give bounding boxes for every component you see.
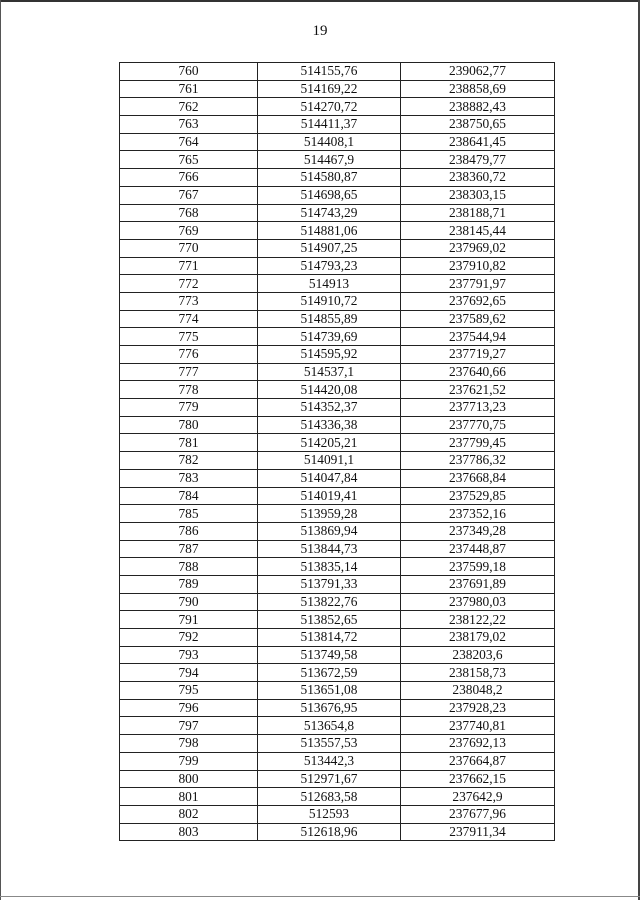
point-number-cell: 789: [120, 575, 258, 593]
y-coordinate-cell: 237692,13: [401, 735, 555, 753]
x-coordinate-cell: 512618,96: [258, 823, 401, 841]
y-coordinate-cell: 237692,65: [401, 292, 555, 310]
y-coordinate-cell: 238858,69: [401, 80, 555, 98]
table-row: [120, 328, 555, 346]
table-row: [120, 222, 555, 240]
table-row: [120, 505, 555, 523]
y-coordinate-cell: 238048,2: [401, 682, 555, 700]
page-border-top: [0, 0, 640, 2]
y-coordinate-cell: 237642,9: [401, 788, 555, 806]
y-coordinate-cell: 237791,97: [401, 275, 555, 293]
point-number-cell: 788: [120, 558, 258, 576]
y-coordinate-cell: 238203,6: [401, 646, 555, 664]
x-coordinate-cell: 513749,58: [258, 646, 401, 664]
x-coordinate-cell: 514595,92: [258, 346, 401, 364]
x-coordinate-cell: 512971,67: [258, 770, 401, 788]
point-number-cell: 787: [120, 540, 258, 558]
point-number-cell: 779: [120, 399, 258, 417]
table-row: [120, 363, 555, 381]
y-coordinate-cell: 238158,73: [401, 664, 555, 682]
point-number-cell: 777: [120, 363, 258, 381]
table-row: [120, 169, 555, 187]
y-coordinate-cell: 237799,45: [401, 434, 555, 452]
x-coordinate-cell: 514336,38: [258, 416, 401, 434]
y-coordinate-cell: 237677,96: [401, 805, 555, 823]
table-row: [120, 646, 555, 664]
table-row: [120, 611, 555, 629]
page-number: 19: [312, 23, 328, 39]
point-number-cell: 773: [120, 292, 258, 310]
point-number-cell: 784: [120, 487, 258, 505]
point-number-cell: 766: [120, 169, 258, 187]
table-row: [120, 770, 555, 788]
table-row: [120, 558, 555, 576]
point-number-cell: 794: [120, 664, 258, 682]
table-row: [120, 575, 555, 593]
point-number-cell: 799: [120, 752, 258, 770]
point-number-cell: 803: [120, 823, 258, 841]
x-coordinate-cell: 514467,9: [258, 151, 401, 169]
y-coordinate-cell: 237980,03: [401, 593, 555, 611]
x-coordinate-cell: 514420,08: [258, 381, 401, 399]
point-number-cell: 760: [120, 63, 258, 81]
table-row: [120, 522, 555, 540]
x-coordinate-cell: 513557,53: [258, 735, 401, 753]
y-coordinate-cell: 237719,27: [401, 346, 555, 364]
y-coordinate-cell: 238360,72: [401, 169, 555, 187]
x-coordinate-cell: 513442,3: [258, 752, 401, 770]
x-coordinate-cell: 513791,33: [258, 575, 401, 593]
y-coordinate-cell: 237664,87: [401, 752, 555, 770]
x-coordinate-cell: 514019,41: [258, 487, 401, 505]
y-coordinate-cell: 238179,02: [401, 629, 555, 647]
y-coordinate-cell: 237352,16: [401, 505, 555, 523]
y-coordinate-cell: 238882,43: [401, 98, 555, 116]
table-row: [120, 699, 555, 717]
y-coordinate-cell: 238750,65: [401, 116, 555, 134]
y-coordinate-cell: 237713,23: [401, 399, 555, 417]
table-row: [120, 805, 555, 823]
point-number-cell: 797: [120, 717, 258, 735]
point-number-cell: 776: [120, 346, 258, 364]
table-row: [120, 752, 555, 770]
x-coordinate-cell: 514793,23: [258, 257, 401, 275]
y-coordinate-cell: 237786,32: [401, 452, 555, 470]
x-coordinate-cell: 514352,37: [258, 399, 401, 417]
table-row: [120, 80, 555, 98]
point-number-cell: 790: [120, 593, 258, 611]
y-coordinate-cell: 237599,18: [401, 558, 555, 576]
y-coordinate-cell: 238145,44: [401, 222, 555, 240]
point-number-cell: 765: [120, 151, 258, 169]
point-number-cell: 782: [120, 452, 258, 470]
table-row: [120, 788, 555, 806]
point-number-cell: 793: [120, 646, 258, 664]
page-border-bottom: [0, 896, 640, 897]
coordinates-table-body: [120, 63, 555, 841]
y-coordinate-cell: 237969,02: [401, 239, 555, 257]
x-coordinate-cell: 514855,89: [258, 310, 401, 328]
point-number-cell: 775: [120, 328, 258, 346]
x-coordinate-cell: 514580,87: [258, 169, 401, 187]
x-coordinate-cell: 514270,72: [258, 98, 401, 116]
x-coordinate-cell: 514743,29: [258, 204, 401, 222]
x-coordinate-cell: 514698,65: [258, 186, 401, 204]
y-coordinate-cell: 238479,77: [401, 151, 555, 169]
table-row: [120, 735, 555, 753]
y-coordinate-cell: 237910,82: [401, 257, 555, 275]
y-coordinate-cell: 238641,45: [401, 133, 555, 151]
point-number-cell: 761: [120, 80, 258, 98]
point-number-cell: 768: [120, 204, 258, 222]
point-number-cell: 762: [120, 98, 258, 116]
point-number-cell: 802: [120, 805, 258, 823]
x-coordinate-cell: 514408,1: [258, 133, 401, 151]
table-row: [120, 629, 555, 647]
x-coordinate-cell: 513676,95: [258, 699, 401, 717]
page-border-left: [0, 0, 1, 900]
coordinates-table: [119, 62, 555, 841]
table-row: [120, 133, 555, 151]
x-coordinate-cell: 514047,84: [258, 469, 401, 487]
table-row: [120, 664, 555, 682]
x-coordinate-cell: 514739,69: [258, 328, 401, 346]
table-row: [120, 823, 555, 841]
point-number-cell: 786: [120, 522, 258, 540]
y-coordinate-cell: 237668,84: [401, 469, 555, 487]
table-row: [120, 151, 555, 169]
point-number-cell: 778: [120, 381, 258, 399]
point-number-cell: 795: [120, 682, 258, 700]
table-row: [120, 346, 555, 364]
table-row: [120, 469, 555, 487]
y-coordinate-cell: 237691,89: [401, 575, 555, 593]
point-number-cell: 781: [120, 434, 258, 452]
table-row: [120, 593, 555, 611]
y-coordinate-cell: 237621,52: [401, 381, 555, 399]
x-coordinate-cell: 514910,72: [258, 292, 401, 310]
table-row: [120, 717, 555, 735]
table-row: [120, 452, 555, 470]
point-number-cell: 796: [120, 699, 258, 717]
table-row: [120, 540, 555, 558]
x-coordinate-cell: 513844,73: [258, 540, 401, 558]
x-coordinate-cell: 513869,94: [258, 522, 401, 540]
y-coordinate-cell: 238122,22: [401, 611, 555, 629]
x-coordinate-cell: 513814,72: [258, 629, 401, 647]
table-row: [120, 63, 555, 81]
table-row: [120, 116, 555, 134]
point-number-cell: 767: [120, 186, 258, 204]
x-coordinate-cell: 513822,76: [258, 593, 401, 611]
table-row: [120, 434, 555, 452]
y-coordinate-cell: 237740,81: [401, 717, 555, 735]
table-row: [120, 275, 555, 293]
y-coordinate-cell: 237544,94: [401, 328, 555, 346]
point-number-cell: 800: [120, 770, 258, 788]
table-row: [120, 487, 555, 505]
x-coordinate-cell: 514169,22: [258, 80, 401, 98]
table-row: [120, 204, 555, 222]
x-coordinate-cell: 513852,65: [258, 611, 401, 629]
point-number-cell: 792: [120, 629, 258, 647]
y-coordinate-cell: 238303,15: [401, 186, 555, 204]
table-row: [120, 292, 555, 310]
table-row: [120, 682, 555, 700]
point-number-cell: 770: [120, 239, 258, 257]
point-number-cell: 763: [120, 116, 258, 134]
point-number-cell: 801: [120, 788, 258, 806]
y-coordinate-cell: 237529,85: [401, 487, 555, 505]
point-number-cell: 764: [120, 133, 258, 151]
y-coordinate-cell: 237770,75: [401, 416, 555, 434]
table-row: [120, 416, 555, 434]
table-row: [120, 98, 555, 116]
x-coordinate-cell: 513835,14: [258, 558, 401, 576]
x-coordinate-cell: 512593: [258, 805, 401, 823]
point-number-cell: 785: [120, 505, 258, 523]
x-coordinate-cell: 513651,08: [258, 682, 401, 700]
y-coordinate-cell: 237448,87: [401, 540, 555, 558]
x-coordinate-cell: 513959,28: [258, 505, 401, 523]
x-coordinate-cell: 514907,25: [258, 239, 401, 257]
point-number-cell: 783: [120, 469, 258, 487]
table-row: [120, 186, 555, 204]
point-number-cell: 791: [120, 611, 258, 629]
table-row: [120, 239, 555, 257]
x-coordinate-cell: 514205,21: [258, 434, 401, 452]
x-coordinate-cell: 514091,1: [258, 452, 401, 470]
x-coordinate-cell: 514881,06: [258, 222, 401, 240]
y-coordinate-cell: 237349,28: [401, 522, 555, 540]
x-coordinate-cell: 514913: [258, 275, 401, 293]
y-coordinate-cell: 237589,62: [401, 310, 555, 328]
point-number-cell: 769: [120, 222, 258, 240]
table-row: [120, 310, 555, 328]
point-number-cell: 780: [120, 416, 258, 434]
x-coordinate-cell: 514155,76: [258, 63, 401, 81]
x-coordinate-cell: 512683,58: [258, 788, 401, 806]
point-number-cell: 771: [120, 257, 258, 275]
table-row: [120, 399, 555, 417]
point-number-cell: 774: [120, 310, 258, 328]
y-coordinate-cell: 237928,23: [401, 699, 555, 717]
table-row: [120, 257, 555, 275]
y-coordinate-cell: 239062,77: [401, 63, 555, 81]
y-coordinate-cell: 237662,15: [401, 770, 555, 788]
point-number-cell: 772: [120, 275, 258, 293]
x-coordinate-cell: 514537,1: [258, 363, 401, 381]
x-coordinate-cell: 514411,37: [258, 116, 401, 134]
y-coordinate-cell: 237911,34: [401, 823, 555, 841]
table-row: [120, 381, 555, 399]
point-number-cell: 798: [120, 735, 258, 753]
x-coordinate-cell: 513654,8: [258, 717, 401, 735]
y-coordinate-cell: 238188,71: [401, 204, 555, 222]
x-coordinate-cell: 513672,59: [258, 664, 401, 682]
y-coordinate-cell: 237640,66: [401, 363, 555, 381]
